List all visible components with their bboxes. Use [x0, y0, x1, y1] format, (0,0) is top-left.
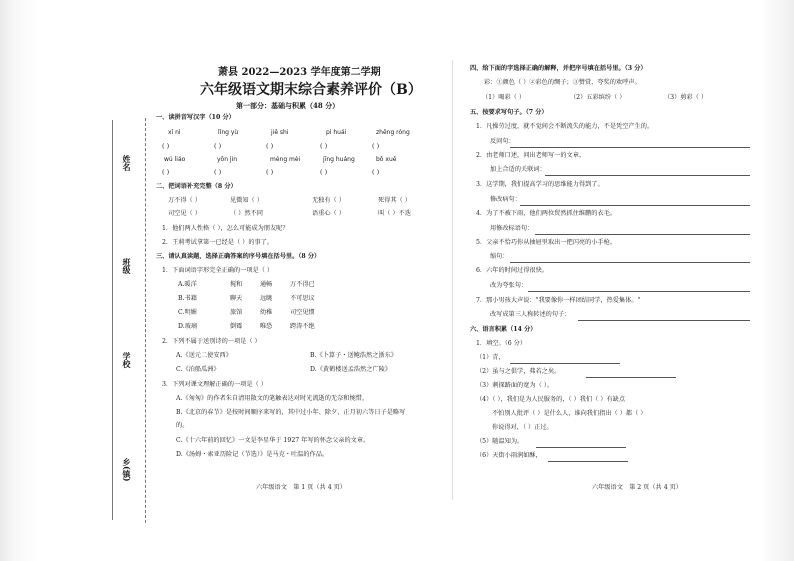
answer-box[interactable]: ( )	[266, 168, 274, 176]
answer-line[interactable]	[578, 320, 750, 321]
q4-definition: 彩：①颜色（ ）②彩色的绸子；③赞赏、夸奖的欢呼声。	[484, 79, 641, 86]
answer-line[interactable]	[520, 205, 750, 206]
q2-sentence-1[interactable]: 1．他们两人性格（ ），怎么可能成为朋友呢？	[162, 225, 289, 232]
pinyin-item: bō xuē	[376, 156, 397, 163]
fill-line[interactable]: （6）天街小雨润如酥，	[476, 452, 542, 459]
option-word: 通畅	[260, 281, 273, 288]
q2-sentence-2[interactable]: 2．王莉考试拿第一已经是（ ）的事了。	[162, 239, 274, 246]
q4-item[interactable]: （2）五彩缤纷（ ）	[570, 94, 626, 101]
option: C.《十六年前的回忆》一文是李星华于 1927 年写的怀念父亲的文章。	[176, 437, 370, 444]
idiom-item[interactable]: 见微知（ ）	[230, 197, 263, 204]
q5-sentence: 2．由老师口述，问出老师写一的文章。	[476, 152, 586, 159]
answer-line[interactable]	[545, 175, 750, 176]
fill-line[interactable]: （5）随温知为。	[476, 438, 524, 445]
option-word: A.暖洋	[178, 281, 197, 288]
page-title: 六年级语文期末综合素养评价（B）	[200, 82, 422, 98]
q5-sentence: 6．六年的时间过得很快。	[476, 267, 548, 274]
q4-item[interactable]: （1）喝彩（ ）	[482, 94, 526, 101]
q5-prompt: 修改病句：	[490, 196, 521, 203]
idiom-item[interactable]: 叫（ ）不迭	[378, 210, 411, 217]
idiom-item[interactable]: （ ）然不同	[230, 210, 263, 217]
fill-line[interactable]: 不怕别人批评（ ）是什么人，谁向我们指出（ ）都（ ）	[492, 410, 647, 417]
fill-line[interactable]: 你说得对，（ ）正过。	[492, 424, 553, 431]
answer-box[interactable]: ( )	[372, 142, 380, 150]
q5-prompt: 改为夸张句：	[490, 282, 528, 289]
option-word: 远眺	[260, 295, 273, 302]
q6-title: 六、语言积累（14 分）	[470, 326, 537, 333]
option: D.《汤姆・索亚历险记（节选）》是马克・吐温的作品。	[176, 451, 329, 458]
pinyin-item: jiē shi	[271, 129, 289, 136]
option-word: 搅和	[230, 281, 243, 288]
option: B.《卜算子・送鲍浩然之浙东》	[310, 352, 397, 359]
option: A.《送元二使安西》	[176, 352, 232, 359]
seal-line	[145, 118, 146, 523]
pinyin-item: xī nì	[168, 129, 181, 136]
answer-box[interactable]: ( )	[214, 168, 222, 176]
answer-box[interactable]: ( )	[214, 142, 222, 150]
option-word: 聊天	[230, 295, 243, 302]
answer-box[interactable]: ( )	[320, 168, 328, 176]
answer-line[interactable]	[510, 147, 750, 148]
pinyin-item: jīng huáng	[323, 156, 355, 163]
fill-line[interactable]: （4）（ ），我们是为人民服务的，（ ）我们（ ）有缺点	[476, 396, 626, 403]
q4-item[interactable]: （3）剪彩（ ）	[664, 94, 708, 101]
option-word: 不可思议	[290, 295, 315, 302]
binding-name-label: 姓名	[122, 155, 132, 171]
idiom-item[interactable]: 语重心（ ）	[312, 210, 345, 217]
pinyin-item: zhēng róng	[376, 129, 410, 136]
q3-2-stem[interactable]: 2．下列不属于送别诗的一项是（ ）	[162, 338, 261, 345]
answer-line[interactable]	[528, 291, 750, 292]
answer-line[interactable]	[510, 363, 620, 364]
q5-prompt: 改写成第三人称转述的句子：	[490, 311, 571, 318]
answer-line[interactable]	[548, 461, 628, 462]
answer-box[interactable]: ( )	[266, 142, 274, 150]
q6-sub1: 1．填空。（6 分）	[476, 340, 527, 347]
idiom-item[interactable]: 万不得（ ）	[168, 197, 201, 204]
option-word: 万不得已	[290, 281, 315, 288]
page-divider	[452, 60, 453, 500]
answer-box[interactable]: ( )	[320, 142, 328, 150]
q2-title: 二、把词语补充完整（8 分）	[156, 183, 237, 190]
q3-3-stem[interactable]: 3．下列对课文理解正确的一项是（ ）	[162, 381, 267, 388]
pinyin-item: wú liáo	[164, 156, 186, 163]
answer-box[interactable]: ( )	[162, 168, 170, 176]
answer-box[interactable]: ( )	[162, 142, 170, 150]
option: 的。	[176, 422, 189, 429]
q5-sentence: 3．这学期，我们提高学习的思维能力得到了。	[476, 181, 604, 188]
school-year: 萧县 2022—2023 学年度第二学期	[218, 67, 381, 78]
q3-title: 三、请认真读题，选择正确答案的序号填在括号里。（8 分）	[156, 253, 321, 260]
q5-sentence: 1．凡操劳过度，就不觉间会不断流失的能力，不是凭空产生的。	[476, 123, 654, 130]
part1-heading: 第一部分：基础与积累（48 分）	[236, 101, 340, 110]
fill-line[interactable]: （1）青，	[476, 354, 505, 361]
idiom-item[interactable]: 死得其（ ）	[378, 197, 411, 204]
option: A.《匆匆》的作者朱自清用散文的笔触表达对时光流逝的无奈和惋惜。	[176, 395, 369, 402]
binding-line	[112, 120, 113, 520]
q3-1-stem[interactable]: 1．下面词语字形完全正确的一项是（ ）	[162, 267, 274, 274]
pinyin-item: yōn jìn	[217, 156, 238, 163]
q5-prompt: 反问句：	[490, 138, 515, 145]
q5-prompt: 缩句：	[490, 253, 509, 260]
q5-sentence: 5．父亲不恰巧你从抽屉里取出一把闪亮的小手枪。	[476, 239, 617, 246]
idiom-item[interactable]: 无独有（ ）	[312, 197, 345, 204]
q5-title: 五、按要求写句子。（7 分）	[470, 109, 548, 116]
option: B.《北京的春节》是按时间顺序来写的，其中过小年、除夕、正月初六等日子是略写	[176, 409, 406, 416]
option-word: 跨涛不绝	[290, 323, 315, 330]
answer-line[interactable]	[536, 447, 626, 448]
idiom-item[interactable]: 司空见（ ）	[168, 210, 201, 217]
q5-prompt: 用修改标语句：	[490, 225, 534, 232]
pinyin-item: mèng mèi	[270, 156, 301, 163]
answer-line[interactable]	[535, 234, 750, 235]
answer-line[interactable]	[510, 262, 750, 263]
option-word: 幼稚	[260, 309, 273, 316]
fill-line[interactable]: （3）刺探路面的宽为（ ）。	[476, 382, 554, 389]
option: C.《泊船瓜洲》	[176, 366, 220, 373]
binding-school-label: 学校	[122, 352, 132, 368]
binding-class-label: 班级	[122, 258, 132, 274]
pinyin-item: lǐng yù	[218, 129, 239, 136]
q5-sentence: 7．那小男孩大声说："我要像你一样团结同学，热爱集体。"	[476, 297, 641, 304]
q5-prompt: 加上合适的关联词：	[490, 166, 546, 173]
option-word: 唯恐	[260, 323, 273, 330]
answer-line[interactable]	[586, 377, 676, 378]
option-word: 司空见惯	[290, 309, 315, 316]
answer-box[interactable]: ( )	[372, 168, 380, 176]
q5-sentence: 4．为了不被下雨，他们两位贸然抓住维鹏的衣毛。	[476, 210, 617, 217]
option-word: C.明媚	[178, 309, 197, 316]
option-word: B.书籍	[178, 295, 197, 302]
pinyin-item: pì huái	[326, 129, 347, 136]
option-word: 旅馆	[230, 309, 243, 316]
q1-title: 一、读拼音写汉字（10 分）	[156, 114, 235, 121]
option-word: D.玻璃	[178, 323, 198, 330]
binding-town-label: 乡(镇)	[122, 458, 132, 482]
footer-left: 六年级语文 第 1 页（共 4 页）	[256, 484, 346, 491]
option-word: 倒霉	[230, 323, 243, 330]
option: D.《黄鹤楼送孟浩然之广陵》	[310, 366, 391, 373]
q4-title: 四、给下面的字选择正确的解释，并把序号填在括号里。（3 分）	[470, 65, 647, 72]
footer-right: 六年级语文 第 2 页（共 4 页）	[592, 484, 682, 491]
fill-line[interactable]: （2）虽与之俱学，弗若之矣。	[476, 368, 561, 375]
